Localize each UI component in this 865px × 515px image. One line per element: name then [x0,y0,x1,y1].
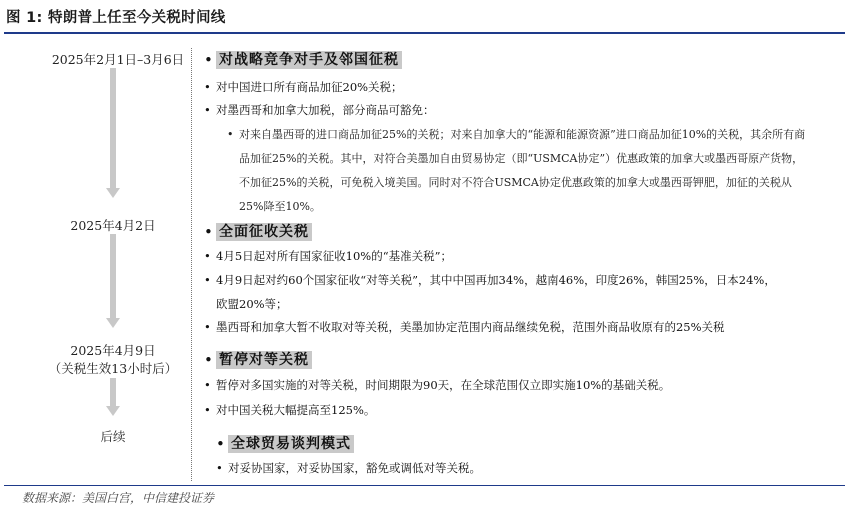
section-3-bullet-2: • 对中国关税大幅提高至125%。 [204,403,376,417]
title-rule [4,32,845,34]
timeline-connector-3 [110,378,116,406]
section-3-heading: 暂停对等关税 [216,351,312,369]
section-3-bullet-1: • 暂停对多国实施的对等关税，时间期限为90天，在全球范围仅立即实施10%的基础关税。 [204,378,671,392]
section-1-subparagraph: • 对来自墨西哥的进口商品加征25%的关税；对来自加拿大的“能源和能源资源”进口商品加征10%的关税，其余所有商品加征25%的关税。其中，对符合美墨加自由贸易协定（即“USMCA协定”）优惠政策的加拿大或墨西哥原产货物，不加征25%的关税，可免税入境美国。同时对不符合USMCA协定优惠政策的加拿大或墨西哥钾肥，加征的关税从25%降至10%。 [239,123,814,219]
timeline-date-3-note: （关税生效13小时后） [48,361,178,376]
timeline-arrow-3 [106,406,120,416]
bullet-dot: • [204,223,213,241]
timeline-connector-2 [110,234,116,318]
timeline-date-1: 2025年2月1日–3月6日 [51,52,185,67]
section-1-bullet-1: • 对中国进口所有商品加征20%关税； [204,80,403,94]
bullet-dot: • [216,435,225,453]
section-4-heading: 全球贸易谈判模式 [228,435,354,453]
timeline-date-3: 2025年4月9日 [70,343,156,358]
data-source: 数据来源：美国白宫，中信建投证券 [22,491,215,505]
section-2-bullet-3: • 墨西哥和加拿大暂不收取对等关税，美墨加协定范围内商品继续免税，范围外商品收原有的25%关税 [204,320,725,334]
figure-title: 图 1: 特朗普上任至今关税时间线 [6,10,226,26]
timeline-arrow-1 [106,188,120,198]
timeline-arrow-2 [106,318,120,328]
timeline-connector-1 [110,68,116,188]
bullet-dot: • [204,351,213,369]
section-1-heading: 对战略竞争对手及邻国征税 [216,51,402,69]
timeline-date-4: 后续 [100,429,126,444]
section-2-bullet-1: • 4月5日起对所有国家征收10%的“基准关税”； [204,249,452,263]
section-4-bullet-1: • 对妥协国家，对妥协国家，豁免或调低对等关税。 [216,461,481,475]
section-2-heading: 全面征收关税 [216,223,312,241]
sub-bullet-dot: • [227,128,234,141]
section-2-bullet-2-cont: 欧盟20%等； [216,297,288,311]
timeline-date-2: 2025年4月2日 [70,218,156,233]
bullet-dot: • [204,51,213,69]
footer-rule [4,485,845,486]
timeline-separator [191,48,192,481]
section-2-bullet-2: • 4月9日起对约60个国家征收“对等关税”，其中中国再加34%，越南46%，印度26%，韩国25%，日本24%， [204,273,776,287]
section-1-bullet-2: • 对墨西哥和加拿大加税，部分商品可豁免： [204,103,435,117]
